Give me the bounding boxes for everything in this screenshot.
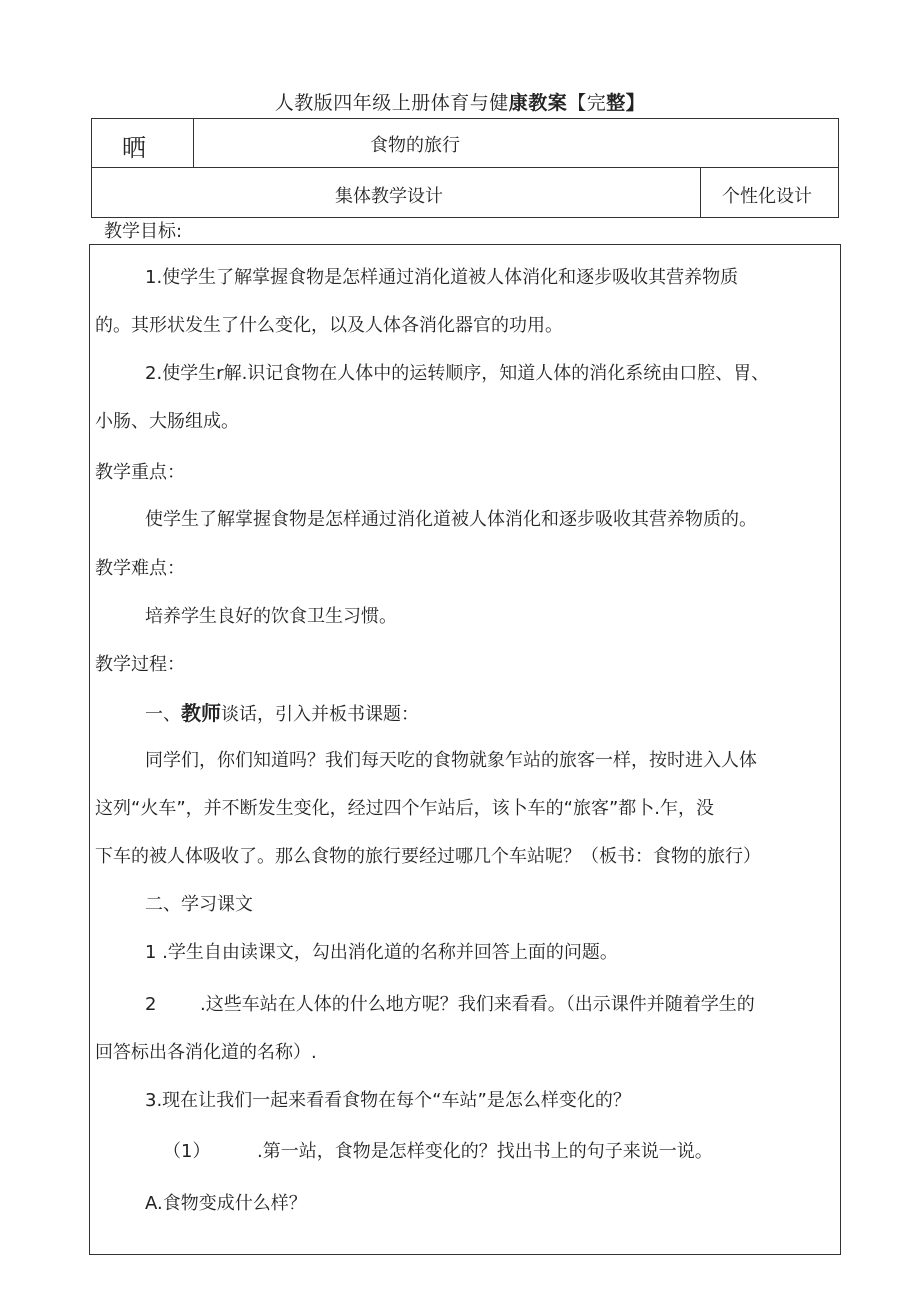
column-main-heading: 集体教学设计	[335, 186, 443, 207]
document-title	[0, 88, 920, 115]
sub-item-a: A.食物变成什么样？	[145, 1193, 307, 1214]
lesson-title: 食物的旅行	[370, 135, 460, 156]
key-points-text: 使学生了解掌握食物是怎样通过消化道被人体消化和逐步吸收其营养物质的。	[145, 509, 757, 530]
column-side-heading: 个性化设计	[722, 186, 812, 207]
objective-2-line-2: 小肠、大肠组成。	[95, 411, 239, 432]
step-2: 二、学习课文	[145, 894, 253, 915]
process-heading: 教学过程：	[95, 654, 185, 675]
intro-paragraph-line-3: 下车的被人体吸收了。那么食物的旅行要经过哪几个车站呢？（板书：食物的旅行）	[95, 846, 761, 867]
title-bold: 康教案	[508, 92, 568, 114]
item-3: 3.现在让我们一起来看看食物在每个“车站”是怎么样变化的？	[145, 1090, 631, 1111]
title-suffix-regular: 【完	[567, 92, 607, 114]
intro-paragraph-line-1: 同学们，你们知道吗？我们每天吃的食物就象乍站的旅客一样，按时进入人体	[145, 750, 757, 771]
item-2-line-2: 回答标出各消化道的名称）.	[95, 1042, 317, 1063]
difficult-points-text: 培养学生良好的饮食卫生习惯。	[145, 606, 397, 627]
intro-paragraph-line-2: 这列“火车”，并不断发生变化，经过四个乍站后，该卜车的“旅客”都卜.乍，没	[95, 798, 715, 819]
objective-2-line-1: 2.使学生r解.识记食物在人体中的运转顺序，知道人体的消化系统由口腔、胃、	[145, 363, 770, 384]
step-1-suffix: 谈话，引入并板书课题：	[221, 704, 419, 725]
sub-item-1-number: （1）	[163, 1141, 211, 1162]
header-divider-2	[700, 167, 701, 218]
sub-item-1-text: .第一站，食物是怎样变化的？找出书上的句子来说一说。	[257, 1141, 713, 1162]
item-1: 1 .学生自由读课文，勾出消化道的名称并回答上面的问题。	[145, 942, 618, 963]
item-2-text: .这些车站在人体的什么地方呢？我们来看看。（出示课件并随着学生的	[200, 994, 755, 1015]
key-points-heading: 教学重点：	[95, 462, 185, 483]
lesson-label-cell: 晒	[122, 134, 146, 162]
objectives-heading: 教学目标:	[104, 221, 183, 242]
difficult-points-heading: 教学难点：	[95, 558, 185, 579]
objective-1-line-2: 的。其形状发生了什么变化，以及人体各消化器官的功用。	[95, 315, 563, 336]
title-regular: 人教版四年级上册体育与健	[274, 92, 509, 114]
objective-1-line-1: 1.使学生了解掌握食物是怎样通过消化道被人体消化和逐步吸收其营养物质	[145, 267, 739, 288]
item-2-number: 2	[145, 994, 157, 1015]
step-1	[145, 701, 419, 727]
step-1-prefix: 一、	[145, 704, 181, 725]
title-suffix-bold: 整】	[606, 92, 646, 114]
step-1-bold: 教师	[181, 701, 221, 725]
header-divider-1	[193, 118, 194, 168]
header-row-1	[91, 118, 839, 168]
